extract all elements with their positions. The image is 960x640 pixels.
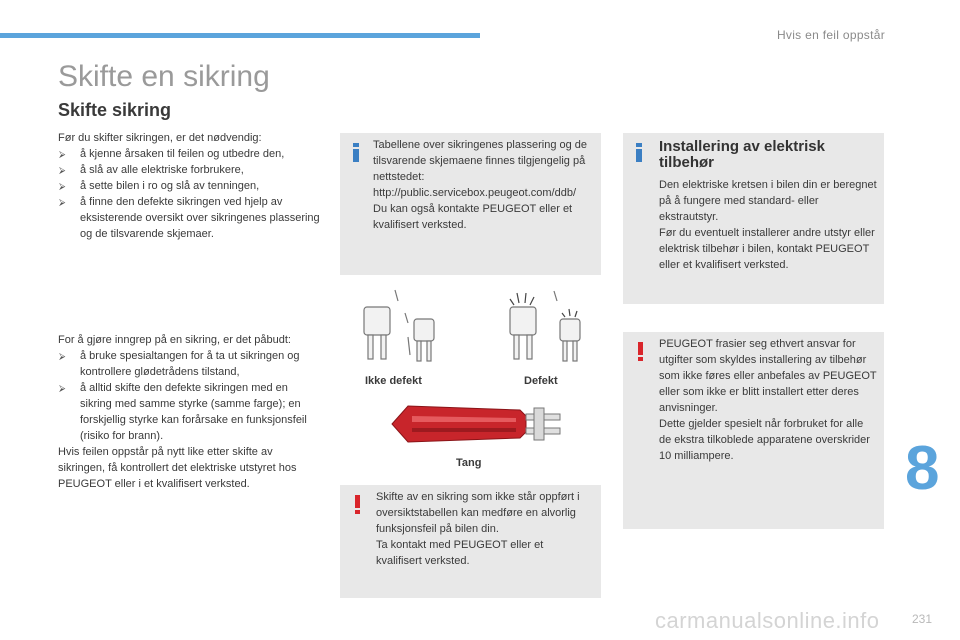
header-accent-bar (0, 33, 480, 38)
info-tables-url: http://public.servicebox.peugeot.com/ddb/ (373, 187, 577, 199)
procedure-lead: For å gjøre inngrep på en sikring, er det påbudt: (58, 334, 291, 346)
section-title: Skifte sikring (58, 100, 172, 120)
accessory-line: Før du eventuelt installerer andre utstyr eller elektrisk tilbehør i bilen, kontakt PEUGEOT eller et kvalifisert verksted. (659, 227, 875, 271)
intro-block (58, 130, 320, 242)
watermark: carmanualsonline.info (655, 608, 880, 633)
fuse-defect-image (510, 291, 580, 361)
warning-fuse-line: Skifte av en sikring som ikke står oppført i oversiktstabellen kan medføre en alvorlig funksjonsfeil på bilen din. (376, 491, 580, 535)
fuse-illustration (350, 285, 600, 375)
liability-line: PEUGEOT frasier seg ethvert ansvar for utgifter som skyldes installering av tilbehør som ikke føres eller anbefales av PEUGEOT eller som ikke er blitt installert etter deres anvisninger. (659, 338, 877, 414)
info-box-accessory (623, 133, 884, 304)
info-box-tables (340, 133, 601, 275)
caption-tool: Tang (456, 457, 482, 469)
warning-box-liability (623, 332, 884, 529)
fuse-ok-image (364, 290, 434, 361)
info-icon (636, 143, 642, 162)
list-item: ⮚ å alltid skifte den defekte sikringen med en sikring med samme styrke (samme farge); en forskjellig styrke kan forårsake en funksjonsfeil (risiko for brann). (58, 380, 322, 444)
warning-icon (638, 342, 644, 362)
fuse-puller-tool-image (388, 394, 578, 454)
list-item: ⮚ å bruke spesialtangen for å ta ut sikringen og kontrollere glødetrådens tilstand, (58, 348, 322, 380)
list-item: ⮚ å finne den defekte sikringen ved hjelp av eksisterende oversikt over sikringenes plassering og de tilsvarende skjemaer. (58, 194, 320, 242)
caption-not-defective: Ikke defekt (365, 375, 422, 387)
accessory-line: Den elektriske kretsen i bilen din er beregnet på å fungere med standard- eller ekstrautstyr. (659, 179, 877, 223)
list-item: ⮚ å sette bilen i ro og slå av tenningen, (58, 178, 320, 194)
warning-icon (355, 495, 361, 515)
accessory-box-title: Installering av elektrisk tilbehør (659, 138, 825, 171)
procedure-block (58, 332, 322, 492)
procedure-closing: Hvis feilen oppstår på nytt like etter skifte av sikringen, få kontrollert det elektriske utstyret hos PEUGEOT eller i et kvalifisert verksted. (58, 446, 297, 490)
page-number: 231 (912, 612, 933, 626)
chapter-number: 8 (905, 434, 940, 503)
section-header-title: Hvis en feil oppstår (776, 28, 885, 42)
list-item: ⮚ å kjenne årsaken til feilen og utbedre den, (58, 146, 320, 162)
page-title: Skifte en sikring (58, 60, 270, 93)
caption-defective: Defekt (524, 375, 558, 387)
liability-line: Dette gjelder spesielt når forbruket for alle de ekstra tilkoblede apparatene overskrider 10 milliampere. (659, 418, 870, 462)
intro-lead: Før du skifter sikringen, er det nødvendig: (58, 132, 262, 144)
procedure-list (58, 348, 322, 444)
list-item: ⮚ å slå av alle elektriske forbrukere, (58, 162, 320, 178)
info-tables-line: Tabellene over sikringenes plassering og de tilsvarende skjemaene finnes tilgjengelig på nettstedet: (373, 139, 588, 183)
intro-list (58, 146, 320, 242)
info-tables-line: Du kan også kontakte PEUGEOT eller et kvalifisert verksted. (373, 203, 573, 231)
warning-box-fuse (340, 485, 601, 598)
info-icon (353, 143, 359, 162)
warning-fuse-line: Ta kontakt med PEUGEOT eller et kvalifisert verksted. (376, 539, 544, 567)
